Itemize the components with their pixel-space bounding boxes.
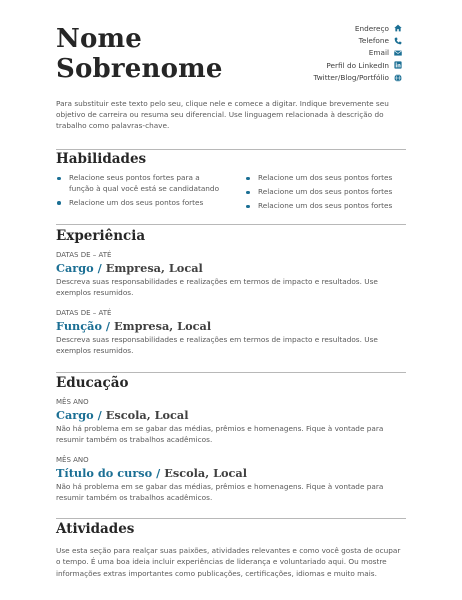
skills-heading: Habilidades <box>56 151 147 167</box>
education-entry <box>56 455 408 503</box>
entry-org: Empresa, Local <box>105 261 203 275</box>
list-item[interactable]: Relacione um dos seus pontos fortes <box>56 198 226 209</box>
contact-phone[interactable] <box>202 34 402 46</box>
entry-heading[interactable] <box>56 318 408 334</box>
experience-entry <box>56 308 408 356</box>
activities-text[interactable]: Use esta seção para realçar suas paixões, atividades relevantes e como você gosta de ocupar o tempo. É uma boa ideia incluir experiências de liderança e voluntariado aqui. Ou mostre informações extras importantes como publicações, certificações, idiomas e muito mais. <box>56 546 401 578</box>
entry-title: Cargo <box>56 408 94 422</box>
entry-org: Empresa, Local <box>114 319 212 333</box>
bullet-icon <box>57 177 61 181</box>
contact-web[interactable] <box>202 72 402 84</box>
experience-entry <box>56 250 408 298</box>
experience-heading: Experiência <box>56 228 146 244</box>
web-icon <box>394 74 402 82</box>
activities-heading: Atividades <box>56 521 135 537</box>
list-item[interactable]: Relacione seus pontos fortes para a função à qual você está se candidatando <box>56 173 226 194</box>
first-name[interactable]: Nome <box>56 24 142 54</box>
section-divider <box>56 149 406 150</box>
entry-separator: / <box>97 408 102 422</box>
entry-title: Título do curso <box>56 466 153 480</box>
entry-description[interactable]: Descreva suas responsabilidades e realizações em termos de impacto e resultados. Use exemplos resumidos. <box>56 277 378 297</box>
name-block <box>56 24 223 84</box>
section-divider <box>56 518 406 519</box>
entry-date[interactable]: DATAS DE – ATÉ <box>56 309 112 317</box>
contact-linkedin[interactable] <box>202 59 402 71</box>
entry-separator: / <box>105 319 111 333</box>
skills-right-list <box>245 173 410 215</box>
bullet-icon <box>57 201 61 205</box>
contact-email-label: Email <box>368 48 389 58</box>
email-icon <box>394 49 402 57</box>
entry-title: Cargo <box>56 261 94 275</box>
linkedin-icon <box>394 61 402 69</box>
education-heading: Educação <box>56 375 129 391</box>
contact-linkedin-label: Perfil do LinkedIn <box>326 60 389 70</box>
last-name[interactable]: Sobrenome <box>56 54 223 84</box>
contact-phone-label: Telefone <box>358 36 389 46</box>
contact-email[interactable] <box>202 47 402 59</box>
section-divider <box>56 224 406 225</box>
list-item[interactable]: Relacione um dos seus pontos fortes <box>245 173 410 184</box>
entry-description[interactable]: Não há problema em se gabar das médias, prêmios e homenagens. Fique à vontade para resumir também os trabalhos acadêmicos. <box>56 424 384 444</box>
entry-org: Escola, Local <box>164 466 248 480</box>
list-item[interactable]: Relacione um dos seus pontos fortes <box>245 187 410 198</box>
bullet-icon <box>246 177 250 181</box>
entry-date[interactable]: MÊS ANO <box>56 456 89 464</box>
entry-org: Escola, Local <box>105 408 189 422</box>
bullet-icon <box>246 205 250 209</box>
list-item[interactable]: Relacione um dos seus pontos fortes <box>245 201 410 212</box>
entry-separator: / <box>156 466 161 480</box>
entry-heading[interactable] <box>56 407 408 423</box>
education-entry <box>56 397 408 445</box>
contact-web-label: Twitter/Blog/Portfólio <box>313 73 389 83</box>
entry-separator: / <box>97 261 102 275</box>
entry-title: Função <box>56 319 102 333</box>
bullet-icon <box>246 191 250 195</box>
phone-icon <box>394 37 402 45</box>
home-icon <box>394 24 402 32</box>
skills-left-list <box>56 173 226 212</box>
contact-block <box>202 22 402 84</box>
contact-address-label: Endereço <box>354 23 389 33</box>
entry-description[interactable]: Descreva suas responsabilidades e realizações em termos de impacto e resultados. Use exemplos resumidos. <box>56 335 378 355</box>
entry-heading[interactable] <box>56 465 408 481</box>
entry-date[interactable]: MÊS ANO <box>56 398 89 406</box>
entry-date[interactable]: DATAS DE – ATÉ <box>56 251 112 259</box>
section-divider <box>56 372 406 373</box>
entry-heading[interactable] <box>56 260 408 276</box>
entry-description[interactable]: Não há problema em se gabar das médias, prêmios e homenagens. Fique à vontade para resumir também os trabalhos acadêmicos. <box>56 482 384 502</box>
contact-address[interactable] <box>202 22 402 34</box>
summary-text[interactable]: Para substituir este texto pelo seu, clique nele e comece a digitar. Indique brevemente seu objetivo de carreira ou resuma seu diferencial. Use linguagem relacionada à descrição do trabalho como palavras-chave. <box>56 99 389 131</box>
